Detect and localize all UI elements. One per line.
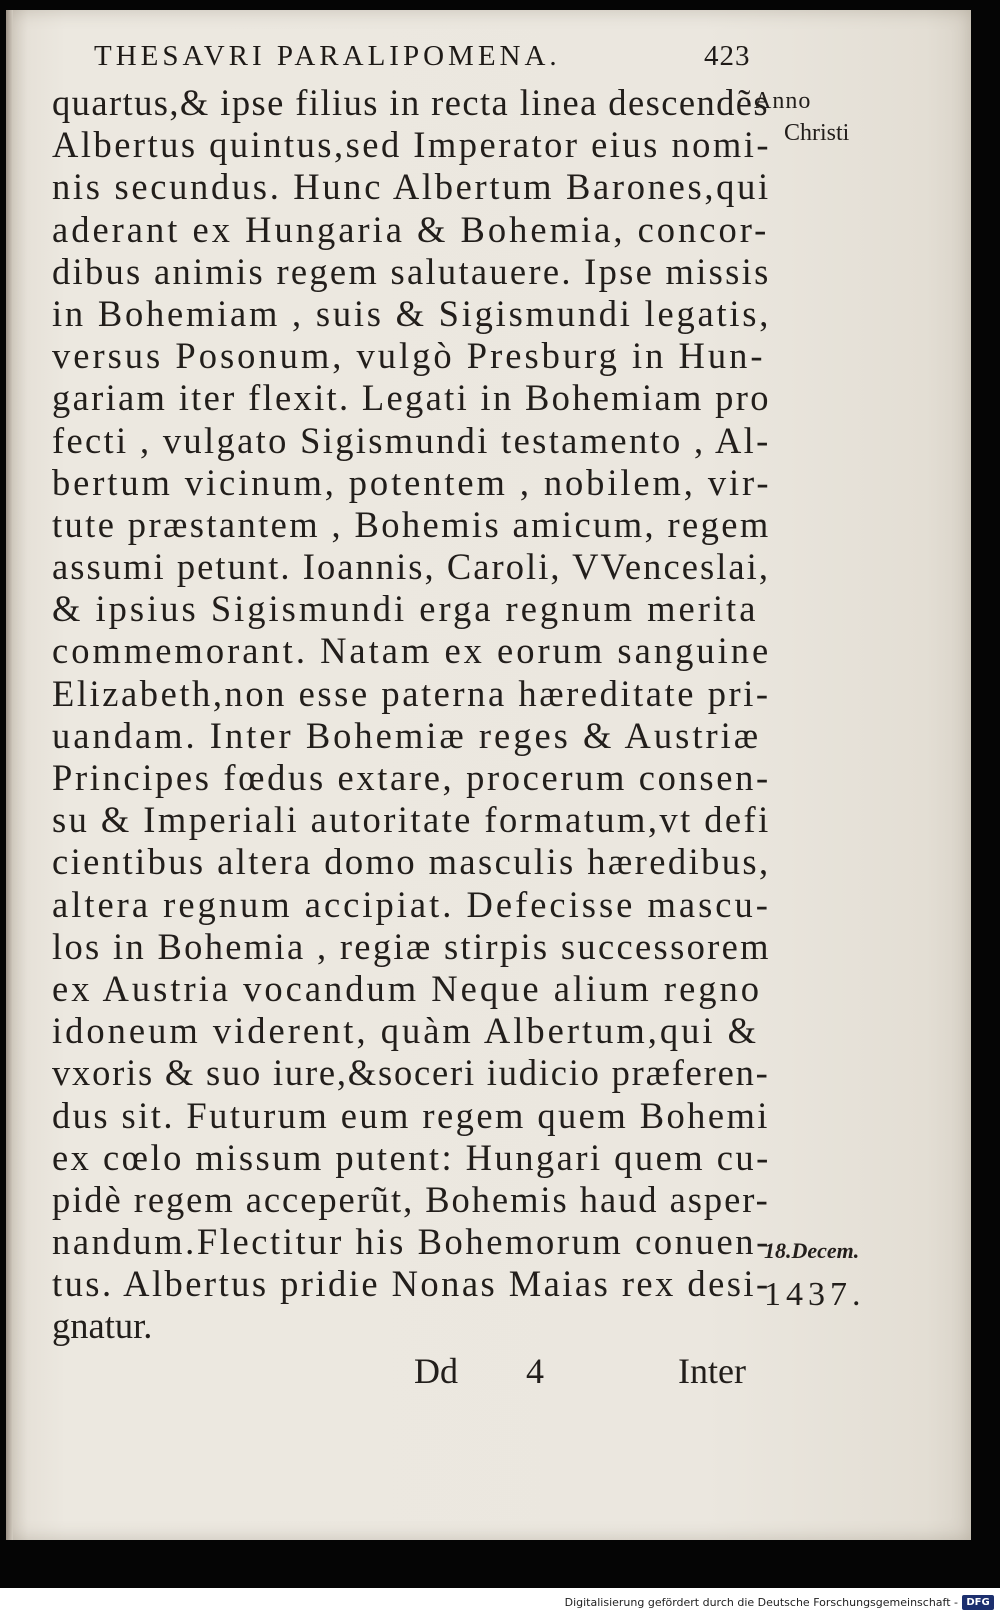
page-number: 423 [704, 40, 751, 72]
page-gutter [6, 10, 13, 1540]
credit-text: Digitalisierung gefördert durch die Deutsche Forschungsgemeinschaft - [564, 1596, 958, 1609]
text-line: cientibus altera domo masculis hæredibus, [52, 841, 771, 883]
text-line: altera regnum accipiat. Defecisse mascu- [52, 883, 771, 925]
text-line: vxoris & suo iure,&soceri iudicio præferen- [52, 1052, 770, 1094]
running-header [94, 40, 794, 73]
text-line: pidè regem acceperũt, Bohemis haud asper- [52, 1178, 770, 1220]
text-line: Albertus quintus,sed Imperator eius nomi- [52, 124, 772, 166]
text-line: aderant ex Hungaria & Bohemia, concor- [52, 208, 770, 250]
text-line: fecti , vulgato Sigismundi testamento , Al- [52, 419, 771, 461]
margin-note-year: 1437. [764, 1276, 866, 1313]
text-line: quartus,& ipse filius in recta linea descendẽs [52, 82, 770, 123]
text-line: Principes fœdus extare, procerum consen- [52, 757, 771, 798]
page-footer [6, 1350, 906, 1400]
text-line: commemorant. Natam ex eorum sanguine [52, 630, 772, 672]
text-line: in Bohemiam , suis & Sigismundi legatis, [52, 292, 772, 334]
text-line: los in Bohemia , regiæ stirpis successorem [52, 925, 771, 967]
margin-note-christi: Christi [784, 120, 850, 146]
catchword: Inter [678, 1351, 746, 1391]
margin-note-date: 18.Decem. [764, 1238, 860, 1263]
book-page [6, 10, 971, 1540]
text-line: bertum vicinum, potentem , nobilem, vir- [52, 461, 772, 503]
text-line: versus Posonum, vulgò Presburg in Hun- [52, 335, 766, 377]
text-line: Elizabeth,non esse paterna hæreditate pri- [52, 672, 771, 714]
dfg-logo: DFG [962, 1595, 994, 1610]
margin-note-anno: Anno [754, 88, 812, 114]
text-line: assumi petunt. Ioannis, Caroli, VVenceslai, [52, 546, 771, 588]
leaf-number: 4 [526, 1351, 544, 1391]
text-line: gariam iter flexit. Legati in Bohemiam pro [52, 377, 771, 419]
text-line: nis secundus. Hunc Albertum Barones,qui [52, 166, 771, 208]
text-line: uandam. Inter Bohemiæ reges & Austriæ [52, 714, 762, 756]
text-line: ex cœlo missum putent: Hungari quem cu- [52, 1136, 771, 1178]
signature-mark: Dd [414, 1351, 458, 1391]
text-line: ex Austria vocandum Neque alium regno [52, 967, 763, 1009]
running-title: THESAVRI PARALIPOMENA. [94, 40, 561, 72]
body-text [52, 82, 772, 1348]
digitization-credit [0, 1594, 1000, 1615]
text-line: & ipsius Sigismundi erga regnum merita [52, 588, 759, 630]
text-line: idoneum viderent, quàm Albertum,qui & [52, 1010, 760, 1052]
text-line: dibus animis regem salutauere. Ipse missis [52, 250, 771, 292]
text-line: tute præstantem , Bohemis amicum, regem [52, 503, 771, 545]
text-line: gnatur. [52, 1305, 153, 1347]
text-line: su & Imperiali autoritate formatum,vt defi [52, 799, 771, 841]
text-line: dus sit. Futurum eum regem quem Bohemi [52, 1094, 770, 1136]
text-line: nandum.Flectitur his Bohemorum conuen- [52, 1221, 771, 1263]
text-line: tus. Albertus pridie Nonas Maias rex desi- [52, 1263, 771, 1305]
